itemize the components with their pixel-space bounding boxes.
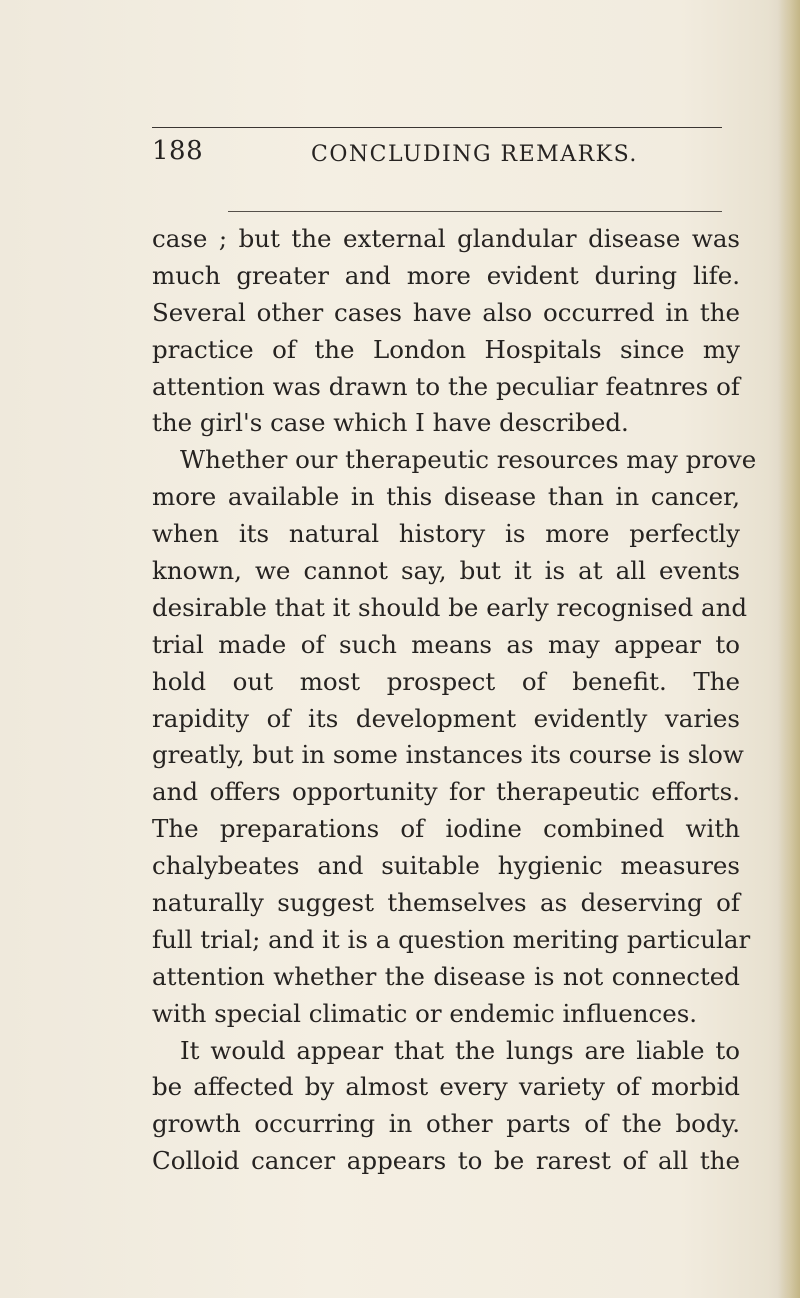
- text-line: with special climatic or endemic influences.: [152, 998, 698, 1028]
- text-line: chalybeates and suitable hygienic measures: [152, 851, 740, 881]
- text-line: desirable that it should be early recognised and: [152, 592, 748, 622]
- text-line: and offers opportunity for therapeutic efforts.: [152, 777, 740, 807]
- text-line: attention whether the disease is not connected: [152, 961, 740, 991]
- text-line: greatly, but in some instances its course is slow: [152, 740, 744, 770]
- text-line: full trial; and it is a question meriting particular: [152, 924, 751, 954]
- text-line: The preparations of iodine combined with: [152, 814, 740, 844]
- text-line: rapidity of its development evidently varies: [152, 703, 740, 733]
- text-line: hold out most prospect of benefit. The: [152, 666, 740, 696]
- page-binding-edge: [778, 0, 800, 1298]
- text-line: when its natural history is more perfectly: [152, 519, 740, 549]
- body-text: [152, 221, 757, 1180]
- text-line: case ; but the external glandular disease was: [152, 224, 740, 253]
- text-line: Colloid cancer appears to be rarest of all the: [152, 1146, 740, 1176]
- text-line: be affected by almost every variety of morbid: [152, 1072, 740, 1102]
- header-rule-bottom: [228, 211, 722, 212]
- text-line: practice of the London Hospitals since my: [152, 334, 740, 364]
- text-line: the girl's case which I have described.: [152, 408, 629, 438]
- paragraph-first-line: It would appear that the lungs are liable to: [180, 1035, 740, 1065]
- text-line: growth occurring in other parts of the body.: [152, 1109, 740, 1139]
- page-number: 188: [152, 136, 204, 166]
- text-line: Several other cases have also occurred in the: [152, 297, 740, 327]
- header-rule-top: [152, 127, 722, 128]
- text-line: known, we cannot say, but it is at all events: [152, 556, 740, 586]
- text-line: trial made of such means as may appear to: [152, 629, 740, 659]
- text-line: naturally suggest themselves as deserving of: [152, 888, 740, 918]
- text-line: much greater and more evident during life.: [152, 260, 740, 290]
- text-line: more available in this disease than in cancer,: [152, 482, 740, 512]
- running-head: CONCLUDING REMARKS.: [311, 142, 638, 167]
- paragraph-first-line: Whether our therapeutic resources may prove: [180, 445, 757, 475]
- text-line: attention was drawn to the peculiar featnres of: [152, 371, 740, 401]
